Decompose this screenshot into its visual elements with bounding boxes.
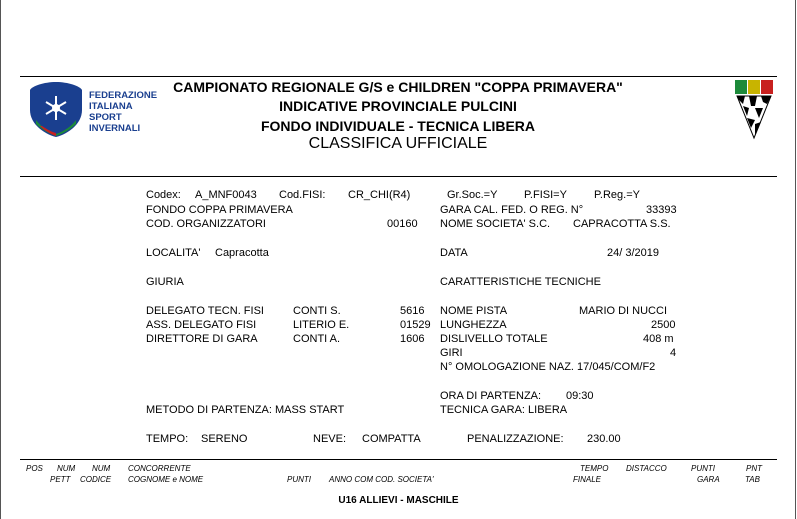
lunghezza-label: LUNGHEZZA xyxy=(440,319,507,331)
tempo-label: TEMPO: xyxy=(146,433,189,445)
col-concorrente: CONCORRENTE xyxy=(128,464,191,473)
document-subtitle: CLASSIFICA UFFICIALE xyxy=(308,135,488,152)
direttore-name: CONTI A. xyxy=(293,333,341,345)
col-cognome-nome: COGNOME e NOME xyxy=(128,475,204,484)
pfisi-flag: P.FISI=Y xyxy=(524,189,567,201)
nomesoc-label: NOME SOCIETA' S.C. xyxy=(440,218,551,230)
pista-value: MARIO DI NUCCI xyxy=(579,305,667,317)
title-line-3: FONDO INDIVIDUALE - TECNICA LIBERA xyxy=(260,118,536,134)
page-right-edge xyxy=(795,0,796,519)
federation-line: FEDERAZIONE xyxy=(89,90,158,101)
columns-top-rule xyxy=(20,459,777,460)
checkered-flag-icon xyxy=(733,78,775,140)
codorg-value: 00160 xyxy=(387,218,418,230)
ass-delegato-code: 01529 xyxy=(400,319,431,331)
metodo-partenza: METODO DI PARTENZA: MASS START xyxy=(146,404,345,416)
delegato-label: DELEGATO TECN. FISI xyxy=(146,305,264,317)
ass-delegato-name: LITERIO E. xyxy=(293,319,350,331)
codex-value: A_MNF0043 xyxy=(195,189,257,201)
localita-label: LOCALITA' xyxy=(146,247,201,259)
col-finale: FINALE xyxy=(573,475,602,484)
col-tab: TAB xyxy=(745,475,760,484)
codex-label: Codex: xyxy=(146,189,181,201)
dislivello-value: 408 m xyxy=(643,333,674,345)
title-line-2: INDICATIVE PROVINCIALE PULCINI xyxy=(279,98,517,114)
col-distacco: DISTACCO xyxy=(626,464,667,473)
ora-partenza-value: 09:30 xyxy=(566,390,594,402)
ora-partenza-label: ORA DI PARTENZA: xyxy=(440,390,542,402)
data-value: 24/ 3/2019 xyxy=(607,247,659,259)
delegato-code: 5616 xyxy=(400,305,425,317)
col-pos: POS xyxy=(26,464,43,473)
federation-line: INVERNALI xyxy=(89,123,141,134)
direttore-code: 1606 xyxy=(400,333,425,345)
category-heading: U16 ALLIEVI - MASCHILE xyxy=(338,495,459,506)
codorg-label: COD. ORGANIZZATORI xyxy=(146,218,266,230)
dislivello-label: DISLIVELLO TOTALE xyxy=(440,333,548,345)
col-num-codice: NUM xyxy=(92,464,111,473)
giri-value: 4 xyxy=(670,347,677,359)
col-pnt-top: PNT xyxy=(746,464,762,473)
caratteristiche-heading: CARATTERISTICHE TECNICHE xyxy=(440,276,601,288)
header-top-rule xyxy=(20,76,777,77)
giuria-heading: GIURIA xyxy=(146,276,184,288)
federation-line: SPORT xyxy=(89,112,122,123)
fisi-checkered-emblem xyxy=(733,78,775,140)
col-anno-societa: ANNO COM COD. SOCIETA' xyxy=(329,475,434,484)
race-name: FONDO COPPA PRIMAVERA xyxy=(146,204,293,216)
tempo-value: SERENO xyxy=(201,433,248,445)
penalizzazione-label: PENALIZZAZIONE: xyxy=(467,433,564,445)
direttore-label: DIRETTORE DI GARA xyxy=(146,333,258,345)
grsoc-flag: Gr.Soc.=Y xyxy=(447,189,498,201)
gara-label: GARA CAL. FED. O REG. N° xyxy=(440,204,584,216)
tecnica-gara: TECNICA GARA: LIBERA xyxy=(440,404,568,416)
col-punti-gara-top: PUNTI xyxy=(691,464,715,473)
nomesoc-value: CAPRACOTTA S.S. xyxy=(573,218,671,230)
col-codice: CODICE xyxy=(80,475,112,484)
fisi-logo xyxy=(28,80,84,138)
lunghezza-value: 2500 xyxy=(651,319,676,331)
codfisi-value: CR_CHI(R4) xyxy=(348,189,411,201)
delegato-name: CONTI S. xyxy=(293,305,341,317)
col-pett: PETT xyxy=(50,475,71,484)
col-tempo: TEMPO xyxy=(580,464,609,473)
localita-value: Capracotta xyxy=(215,247,269,259)
penalizzazione-value: 230.00 xyxy=(587,433,621,445)
neve-value: COMPATTA xyxy=(362,433,421,445)
federation-line: ITALIANA xyxy=(89,101,133,112)
col-punti: PUNTI xyxy=(287,475,311,484)
codfisi-label: Cod.FISI: xyxy=(279,189,326,201)
fisi-shield-icon xyxy=(28,80,84,138)
header-bottom-rule xyxy=(20,176,777,177)
neve-label: NEVE: xyxy=(313,433,347,445)
giri-label: GIRI xyxy=(440,347,463,359)
col-num-pett: NUM xyxy=(57,464,76,473)
data-label: DATA xyxy=(440,247,468,259)
omologazione: N° OMOLOGAZIONE NAZ. 17/045/COM/F2 xyxy=(440,361,656,373)
pista-label: NOME PISTA xyxy=(440,305,508,317)
title-line-1: CAMPIONATO REGIONALE G/S e CHILDREN "COPPA PRIMAVERA" xyxy=(173,79,623,95)
preg-flag: P.Reg.=Y xyxy=(594,189,640,201)
page-left-edge xyxy=(0,0,1,519)
col-gara: GARA xyxy=(697,475,720,484)
gara-value: 33393 xyxy=(646,204,677,216)
ass-delegato-label: ASS. DELEGATO FISI xyxy=(146,319,257,331)
